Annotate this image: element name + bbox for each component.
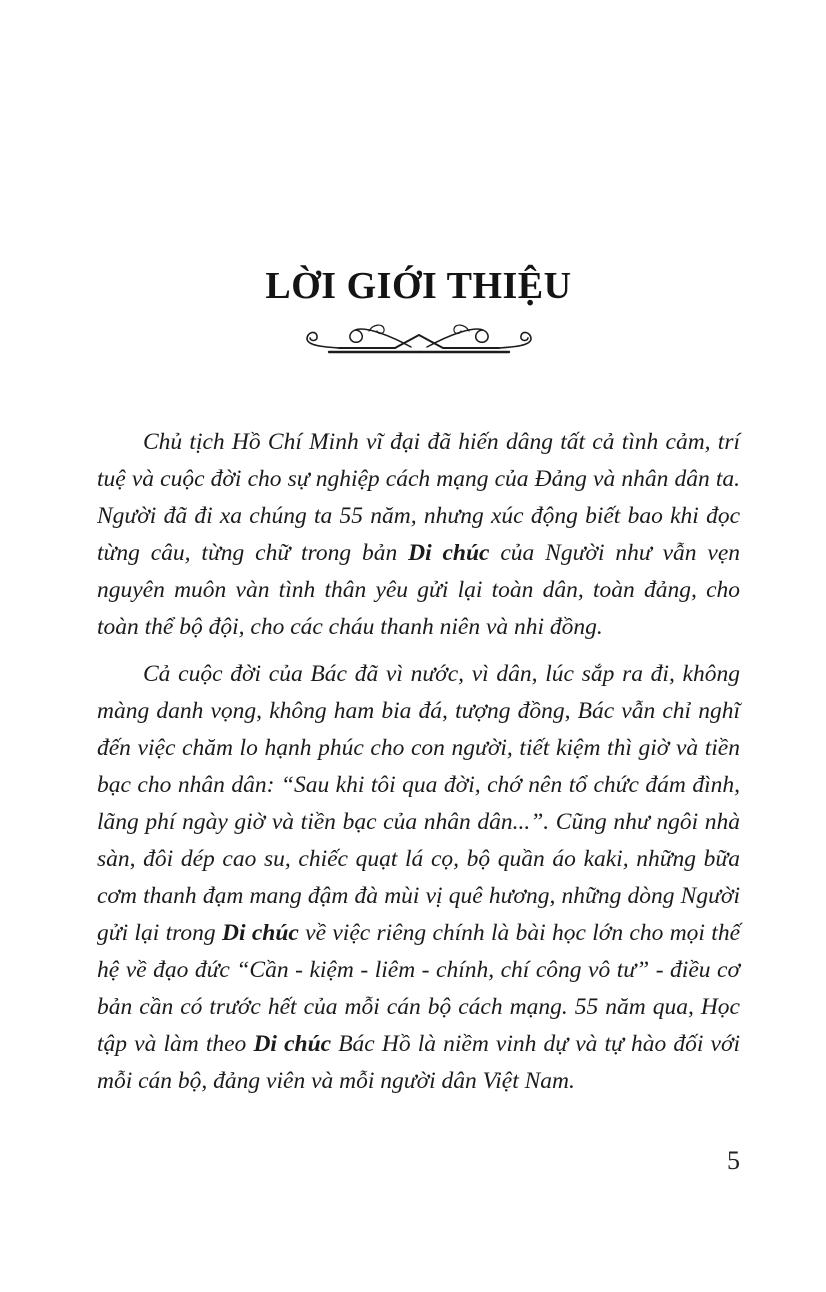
intro-paragraph-1: Chủ tịch Hồ Chí Minh vĩ đại đã hiến dâng tất cả tình cảm, trí tuệ và cuộc đời cho sự nghiệp cách mạng của Đảng và nhân dân ta. Người đã đi xa chúng ta 55 năm, nhưng xúc động biết bao khi đọc từng câu, từng chữ trong bản Di chúc của Người như vẫn vẹn nguyên muôn vàn tình thân yêu gửi lại toàn dân, toàn đảng, cho toàn thể bộ đội, cho các cháu thanh niên và nhi đồng. bbox=[97, 429, 740, 640]
flourish-divider-icon bbox=[303, 320, 535, 364]
body-text bbox=[97, 424, 740, 1100]
page-title: LỜI GIỚI THIỆU bbox=[265, 265, 572, 307]
page-number: 5 bbox=[727, 1146, 740, 1175]
intro-paragraph-2: Cả cuộc đời của Bác đã vì nước, vì dân, lúc sắp ra đi, không màng danh vọng, không ham bia đá, tượng đồng, Bác vẫn chỉ nghĩ đến việc chăm lo hạnh phúc cho con người, tiết kiệm thì giờ và tiền bạc cho nhân dân: “Sau khi tôi qua đời, chớ nên tổ chức đám đình, lãng phí ngày giờ và tiền bạc của nhân dân...”. Cũng như ngôi nhà sàn, đôi dép cao su, chiếc quạt lá cọ, bộ quần áo kaki, những bữa cơm thanh đạm mang đậm đà mùi vị quê hương, những dòng Người gửi lại trong Di chúc về việc riêng chính là bài học lớn cho mọi thế hệ về đạo đức “Cần - kiệm - liêm - chính, chí công vô tư” - điều cơ bản cần có trước hết của mỗi cán bộ cách mạng. 55 năm qua, Học tập và làm theo Di chúc Bác Hồ là niềm vinh dự và tự hào đối với mỗi cán bộ, đảng viên và mỗi người dân Việt Nam. bbox=[97, 661, 741, 1094]
